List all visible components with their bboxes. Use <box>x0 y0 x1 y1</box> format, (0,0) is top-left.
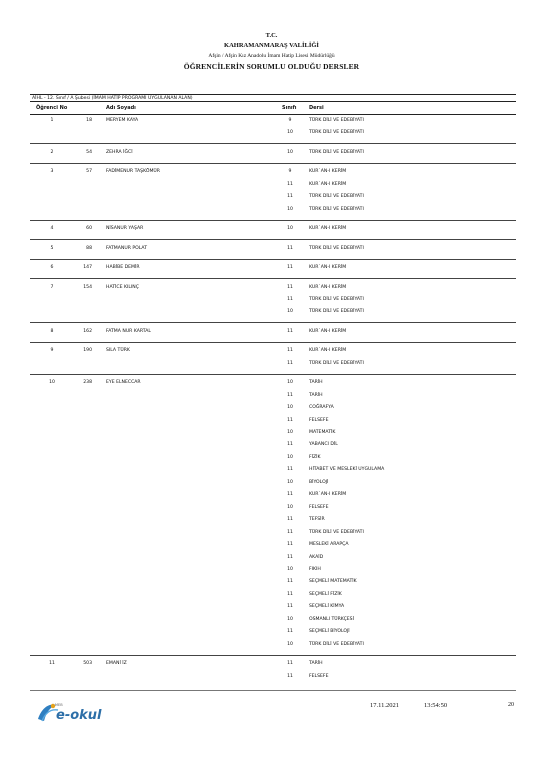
course-grade: 10 <box>287 226 293 232</box>
student-no: 18 <box>86 118 92 123</box>
course-grade: 11 <box>287 181 293 187</box>
course-name: TÜRK DİLİ VE EDEBİYATI <box>309 296 364 302</box>
footer-time: 13:54:50 <box>424 702 448 709</box>
course-grade: 11 <box>287 360 293 366</box>
course-grade: 11 <box>287 417 293 423</box>
student-seq: 9 <box>50 348 54 354</box>
row-separator <box>30 163 516 164</box>
student-name: EMANİ İZ <box>106 661 127 667</box>
student-seq: 8 <box>50 328 54 334</box>
course-grade: 11 <box>287 661 293 667</box>
row-separator <box>30 278 516 279</box>
course-grade: 11 <box>287 492 293 498</box>
course-name: TÜRK DİLİ VE EDEBİYATI <box>309 360 364 366</box>
course-grade: 9 <box>288 169 292 175</box>
course-grade: 11 <box>287 529 293 535</box>
course-grade: 11 <box>287 579 293 585</box>
row-separator <box>30 259 516 260</box>
course-grade: 9 <box>288 118 292 123</box>
student-seq: 4 <box>50 226 54 232</box>
course-name: TÜRK DİLİ VE EDEBİYATI <box>309 118 364 123</box>
course-name: HİTABET VE MESLEKİ UYGULAMA <box>309 467 385 473</box>
course-name: TÜRK DİLİ VE EDEBİYATI <box>309 194 364 200</box>
course-name: SEÇMELİ KİMYA <box>309 604 345 610</box>
header-tc: T.C. <box>265 32 278 39</box>
course-grade: 11 <box>287 348 293 354</box>
course-name: MESLEKİ ARAPÇA <box>309 542 349 548</box>
row-separator <box>30 239 516 240</box>
course-name: SEÇMELİ BİYOLOJİ <box>309 629 350 635</box>
course-grade: 11 <box>287 284 293 290</box>
course-name: OSMANLI TÜRKÇESİ <box>309 616 354 622</box>
course-grade: 10 <box>287 130 293 136</box>
course-grade: 11 <box>287 442 293 448</box>
course-name: TARİH <box>309 392 323 398</box>
row-separator <box>30 374 516 375</box>
student-seq: 2 <box>50 149 54 155</box>
student-seq: 3 <box>50 169 54 175</box>
student-seq: 1 <box>50 118 54 123</box>
course-grade: 11 <box>287 629 293 635</box>
logo-meb-text: MEB <box>55 703 63 707</box>
course-grade: 10 <box>287 149 293 155</box>
student-name: EYE ELNECCAR <box>106 380 141 386</box>
course-name: KUR`AN-I KERİM <box>309 226 347 232</box>
column-header-course: Dersi <box>309 105 324 111</box>
course-grade: 10 <box>287 309 293 315</box>
student-name: HABİBE DEMİR <box>106 265 140 271</box>
student-seq: 6 <box>50 265 54 271</box>
course-name: YABANCI DİL <box>309 442 338 448</box>
course-grade: 11 <box>287 467 293 473</box>
student-no: 503 <box>83 661 92 667</box>
course-name: COĞRAFYA <box>309 405 334 411</box>
course-name: FİZİK <box>309 454 321 460</box>
course-name: KUR`AN-I KERİM <box>309 492 347 498</box>
row-separator <box>30 220 516 221</box>
course-grade: 10 <box>287 641 293 647</box>
footer-divider <box>30 690 516 691</box>
course-grade: 11 <box>287 296 293 302</box>
column-header-name: Adı Soyadı <box>106 105 136 111</box>
student-seq: 5 <box>50 245 54 251</box>
course-grade: 10 <box>287 380 293 386</box>
student-seq: 7 <box>50 284 54 290</box>
course-grade: 11 <box>287 245 293 251</box>
student-name: ZEHRA İĞCİ <box>106 149 133 155</box>
course-grade: 11 <box>287 328 293 334</box>
student-name: HATİCE KILINÇ <box>106 284 139 290</box>
course-name: TARİH <box>309 380 323 386</box>
student-no: 154 <box>83 284 92 290</box>
course-name: SEÇMELİ MATEMATİK <box>309 579 357 585</box>
course-grade: 11 <box>287 392 293 398</box>
row-separator <box>30 342 516 343</box>
course-grade: 10 <box>287 454 293 460</box>
course-grade: 11 <box>287 591 293 597</box>
course-grade: 11 <box>287 554 293 560</box>
course-name: TEFSİR <box>309 517 325 523</box>
course-grade: 11 <box>287 673 293 679</box>
course-grade: 11 <box>287 542 293 548</box>
logo-eokul-text: e-okul <box>56 708 102 723</box>
course-name: TARİH <box>309 661 323 667</box>
page-number: 20 <box>508 702 514 708</box>
course-name: KUR`AN-I KERİM <box>309 181 347 187</box>
student-no: 147 <box>83 265 92 271</box>
course-grade: 10 <box>287 616 293 622</box>
column-header-grade: Sınıfı <box>282 105 297 111</box>
student-no: 60 <box>86 226 92 232</box>
course-name: FIKIH <box>309 566 321 572</box>
student-name: FADİMENUR TAŞKÖMÜR <box>106 169 160 175</box>
column-header-student-no: Öğrenci No <box>36 105 68 111</box>
course-grade: 10 <box>287 504 293 510</box>
student-no: 57 <box>86 169 92 175</box>
course-grade: 10 <box>287 206 293 212</box>
student-name: NİSANUR YAŞAR <box>106 226 144 232</box>
course-grade: 10 <box>287 479 293 485</box>
student-no: 88 <box>86 245 92 251</box>
student-seq: 11 <box>49 661 55 667</box>
course-name: KUR`AN-I KERİM <box>309 169 347 175</box>
student-name: FATMA NUR KARTAL <box>106 328 151 334</box>
course-name: TÜRK DİLİ VE EDEBİYATI <box>309 130 364 136</box>
course-grade: 10 <box>287 405 293 411</box>
e-okul-logo <box>34 697 114 725</box>
course-name: TÜRK DİLİ VE EDEBİYATI <box>309 641 364 647</box>
course-grade: 11 <box>287 604 293 610</box>
row-separator <box>30 655 516 656</box>
student-no: 54 <box>86 149 92 155</box>
course-name: KUR`AN-I KERİM <box>309 328 347 334</box>
row-separator <box>30 143 516 144</box>
e-okul-logo-graphic <box>34 697 114 725</box>
course-name: KUR`AN-I KERİM <box>309 265 347 271</box>
course-name: BİYOLOJİ <box>309 479 329 485</box>
page-title: ÖĞRENCİLERİN SORUMLU OLDUĞU DERSLER <box>183 62 360 71</box>
course-name: TÜRK DİLİ VE EDEBİYATI <box>309 245 364 251</box>
header-governorship: KAHRAMANMARAŞ VALİLİĞİ <box>224 42 319 49</box>
course-grade: 11 <box>287 517 293 523</box>
course-name: KUR`AN-I KERİM <box>309 284 347 290</box>
footer-date: 17.11.2021 <box>370 702 400 709</box>
header-school: Afşin / Afşin Kız Anadolu İmam Hatip Lisesi Müdürlüğü <box>208 53 335 59</box>
course-name: TÜRK DİLİ VE EDEBİYATI <box>309 149 364 155</box>
course-name: FELSEFE <box>309 673 329 679</box>
student-name: FATMANUR POLAT <box>106 245 148 251</box>
student-name: MERYEM KAYA <box>106 118 139 123</box>
course-grade: 10 <box>287 566 293 572</box>
course-name: AKAİD <box>309 554 324 560</box>
student-no: 190 <box>83 348 92 354</box>
row-separator <box>30 322 516 323</box>
course-name: MATEMATİK <box>309 430 336 435</box>
student-no: 162 <box>83 328 92 334</box>
course-name: FELSEFE <box>309 417 329 423</box>
course-name: TÜRK DİLİ VE EDEBİYATI <box>309 529 364 535</box>
course-name: KUR`AN-I KERİM <box>309 348 347 354</box>
section-header: AİHL - 12. Sınıf / A Şubesi (İMAM HATİP PROGRAMI UYGULANAN ALAN) <box>30 94 516 102</box>
student-no: 238 <box>83 380 92 386</box>
course-name: TÜRK DİLİ VE EDEBİYATI <box>309 309 364 315</box>
course-grade: 11 <box>287 265 293 271</box>
course-grade: 10 <box>287 430 293 435</box>
course-name: SEÇMELİ FİZİK <box>309 591 342 597</box>
course-name: FELSEFE <box>309 504 329 510</box>
student-seq: 10 <box>49 380 55 386</box>
course-name: TÜRK DİLİ VE EDEBİYATI <box>309 206 364 212</box>
course-grade: 11 <box>287 194 293 200</box>
student-name: SILA TÜRK <box>106 348 130 354</box>
